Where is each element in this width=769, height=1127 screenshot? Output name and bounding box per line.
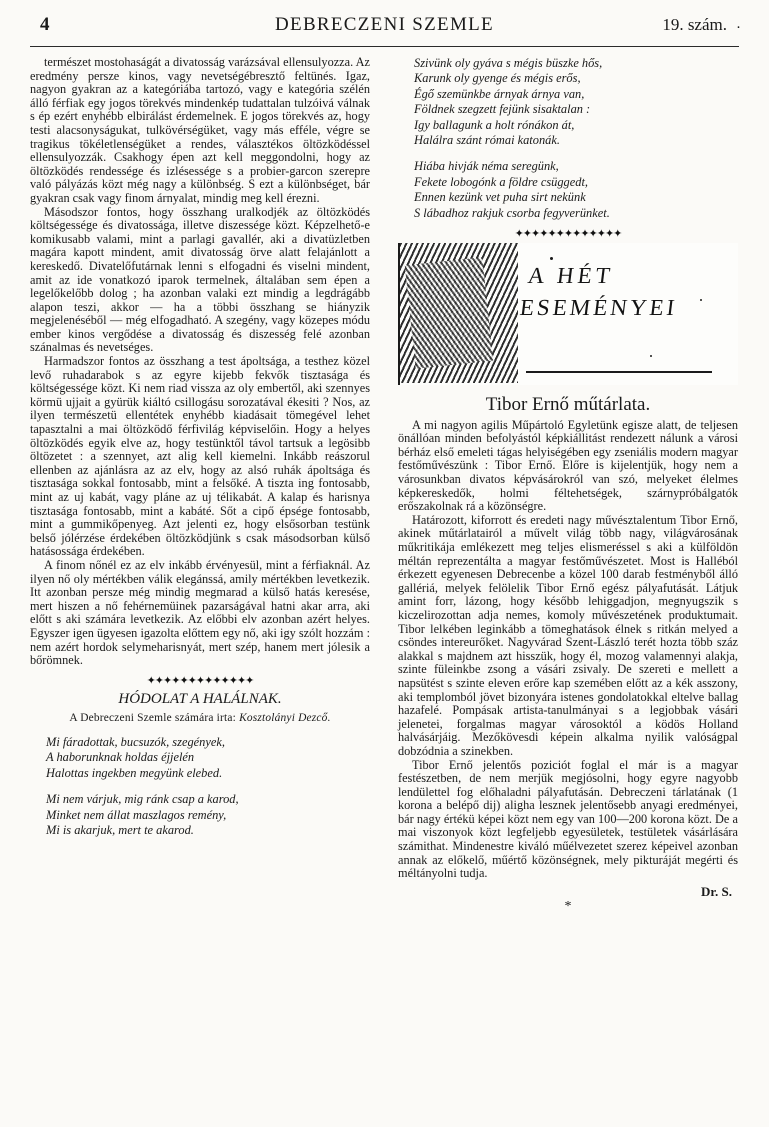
section-banner xyxy=(398,243,738,385)
right-column xyxy=(398,56,738,914)
body-paragraph: természet mostohaságát a divatosság varázsával ellensulyozza. Az eredmény persze kinos, vagy nevetségébresztő feltünés. Igaz, nagyon gyakran az a kategóriába tartozó, vagy e kategória szélén álló férfiak egy jogos törekvés mindenkép tudattalan tulzóivá válnak s ép ezért enyhébb elbirálást érdemelnek. E jogos törekvés az, hogy testi alacsonyságukat, tulkövérségüket, vagy más efféle, végre se tragikus tökéletlenségüket a rendes, választékos öltözködéssel ellensulyozzák. Csakhogy épen azt kell meggondolni, hogy az öltözködés rendessége és izlésessége s a probier-garcon szerepre való pályázás közt még nagy a különbség. S ezt a különbséget, bár gyakran csak vagy finom árnyalat, mindig meg kell érezni. xyxy=(30,55,370,205)
poem-line: Mi fáradottak, bucsuzók, szegények, xyxy=(46,734,225,749)
poem-stanza xyxy=(30,735,370,781)
poem-line: Égő szemünkbe árnyak árnya van, xyxy=(414,86,585,101)
banner-title xyxy=(518,263,728,320)
ornament-divider: ✦✦✦✦✦✦✦✦✦✦✦✦✦ xyxy=(146,675,254,686)
poem-line: Karunk oly gyenge és mégis erős, xyxy=(414,71,581,86)
ornament-divider: ✦✦✦✦✦✦✦✦✦✦✦✦✦ xyxy=(514,229,622,240)
poem-line: Igy ballagunk a holt rónákon át, xyxy=(414,117,575,132)
body-paragraph: A mi nagyon agilis Műpártoló Egyletünk egisze alatt, de teljesen önállóan minden befolyástól képkiállitást rendezett nálunk a városi bérház első emeleti tágas helyiségében egy zseniális modern magyar festőművészünk : Tibor Ernő. Előre is kijelentjük, hogy nem a városunkban divatos képvásárokról van szó, melyeket élelmes képkereskedők, holmi féltehetségek, szárnypróbálgatók erőszakolnak rá a közönségre. xyxy=(398,417,738,514)
banner-speck xyxy=(650,355,652,357)
body-paragraph: Határozott, kiforrott és eredeti nagy művésztalentum Tibor Ernő, akinek műtárlatairól a művelt világ több nagy, világvárosának műkritikája emlékezett meg teljes elismeréssel s aki a külföldön méltán reprezentálta a magyar festőművészetet. Most is Halléból érkezett egyenesen Debrecenbe a közel 100 darab festményből álló gallériá, melyek felölelik Tibor Ernő egész pályafutását. Látjuk amint forr, lázong, hogy később lehiggadjon, megnyugszik s kiczelirozottan adja nemes, komoly művészetének produktumait. Tibor lelkében leginkább a tömeghatások élnek s ritkán melyed a csöndes intereurőket. Nagyvárad Szent-László terét hozta több száz alakkal s majdnem azt hisszük, hogy él, mozog valamennyi alakja, szinte füleinkbe zsong a vásári zsivaly. De szereti e mellett a napsütést s szinte eleven erőre kap szemében előtt az a kék asszony, aki templomból jövet bizonyára istenes gondolatokkal eltelve ballag hazafelé. Pompásak artista-tanulmányai s a legjobbak vásári jelenetei, forgalmas magyar városoktól a ködös Holland halvásárjáig. Mezőkövesdi képein alkalma nyilik valóságpal dobzódnia a szinekben. xyxy=(398,512,738,758)
poem-line: Földnek szegzett fejünk sisaktalan : xyxy=(414,102,591,117)
article-signature: Dr. S. xyxy=(701,883,732,899)
poem-line: Mi is akarjuk, mert te akarod. xyxy=(46,822,194,837)
masthead xyxy=(28,14,741,48)
body-paragraph: Másodszor fontos, hogy összhang uralkodjék az öltözködés költségessége és divatossága, illetve diszessége közt. Képzelhető-e komikusabb valami, mint a parlagi gavallér, aki a divatüzletben magára kapott mindent, amit divatosság örve alatt felajánlott a kereskedő. Divatelőfutárnak lenni s elfogadni és viselni mindent, amit az ide vonatkozó iparok termelnek, általában sem épen a legelőkelőbb dolog ; ha azonban valaki ezt mindig a legdrágább alapon teszi, akkor — ha a többi összhang se hiányzik megjelenéséből — még elfogadható. A szegény, vagy közepes módu ember kinos vergődése a divatosság és diszesség felé azonban szánalmas és nevetséges. xyxy=(30,204,370,355)
body-paragraph: A finom nőnél ez az elv inkább érvényesül, mint a férfiaknál. Az ilyen nő oly mértékben válik elegánssá, amily mértékben levetkezik. Itt azonban persze még mindig megmarad a külső hatás keresése, mert hiszen a nő fehérnemüinek pazarságával hatni akar arra, aki előtt s aki számára levetkezik. Az előbbi elv azonban azért helyes. Egyszer igen ügyesen igazolta előttem egy nő, aki igy szólt hozzám : nem azért hordok selymeharisnyát, mert szép, hanem mert jólesik a bőrömnek. xyxy=(30,557,370,668)
left-column xyxy=(30,56,370,838)
body-paragraph: Harmadszor fontos az összhang a test ápoltsága, a testhez közel levő ruhadarabok s az egyre kijebb fekvők tisztasága és költségessége közt. Ki nem riad vissza az oly embertől, aki szennyes körmü ujjait a gyürük kiáltó csillogásu sorozatával ékesiti ? Nos, az ilyen természetü ellentétek enyhébb kiadásait tömegével lehet tapasztalni a mai öltözködő férfivilág képviselőin. Hogy a helyes öltözködés egyik elve az, hogy testünktől távol tartsuk a legösibb öltözetet : a szennyet, azt alig kell kiemelni. Inkább reászorul ellenben az ajánlásra az az elv, hogy az alsó ruhák ápoltsága és tisztasága sokkal fontosabb, mint a felsőké. A tiszta ing fontosabb, mint az uj kabát, vagy pláne az uj télikabát. A kalap és harisnya tisztasága fontosabb, mint a kabáté. Sőt a cipő épsége fontosabb, mint a gummikőpenyeg. Azt jelenti ez, hogy elsősorban testünk belső jólérzése érdekében öltözködjünk s csak másodsorban külső hatásossága érdekében. xyxy=(30,354,370,559)
poem-byline xyxy=(30,712,370,726)
poem-author: Kosztolányi Dezcő. xyxy=(239,712,331,725)
poem-line: Hiába hivják néma seregünk, xyxy=(414,159,559,174)
masthead-dot: · xyxy=(736,20,741,36)
banner-woodcut-illustration xyxy=(400,243,518,383)
publication-title: DEBRECZENI SZEMLE xyxy=(275,14,494,35)
article-title: Tibor Ernő műtárlata. xyxy=(485,394,651,416)
poem-stanza xyxy=(398,56,738,148)
poem-line: Halálra szánt római katonák. xyxy=(414,133,560,148)
poem-byline-prefix: A Debreczeni Szemle számára irta: xyxy=(69,712,236,725)
poem-line: Fekete lobogónk a földre csüggedt, xyxy=(414,174,588,189)
banner-title-line1: A HÉT xyxy=(526,263,616,289)
poem-title: HÓDOLAT A HALÁLNAK. xyxy=(118,690,282,707)
banner-speck xyxy=(550,257,553,260)
poem-line: Szivünk oly gyáva s mégis büszke hős, xyxy=(414,56,603,70)
poem-line: A haborunknak holdas éjjelén xyxy=(46,750,195,765)
poem-line: Minket nem állat maszlagos remény, xyxy=(46,807,227,822)
poem-line: S lábadhoz rakjuk csorba fegyverünket. xyxy=(414,205,610,220)
issue-number: 19. szám. xyxy=(662,15,727,34)
poem-line: Halottas ingekben megyünk elebed. xyxy=(46,765,223,780)
banner-underline xyxy=(526,371,712,373)
masthead-divider xyxy=(30,46,739,47)
poem-line: Ennen kezünk vet puha sirt nekünk xyxy=(414,190,586,205)
body-paragraph: Tibor Ernő jelentős poziciót foglal el már is a magyar festészetben, de nem merjük megjósolni, hogy egyre nagyobb lendülettel fog előhaladni pályafutásán. Debreczeni tárlatának (1 korona a belépő dij) aligha lesznek jelentősebb anyagi eredményei, bár nagy értékü képei közt nem egy van 100—200 korona közt. De a mai viszonyok közt legfeljebb egyesületek, testületek vásárlására számithat. Mindenestre kiváló műélvezetet szerez képeivel azonban annak az előkelő, műértő közönségnek, mely pikturáját megérti és méltányolni tudja. xyxy=(398,757,738,881)
poem-stanza xyxy=(398,159,738,221)
end-star: * xyxy=(564,899,572,915)
page-number: 4 xyxy=(40,14,50,35)
poem-line: Mi nem várjuk, mig ránk csap a karod, xyxy=(46,792,239,807)
poem-stanza xyxy=(30,792,370,838)
banner-title-line2: ESEMÉNYEI xyxy=(518,294,679,320)
